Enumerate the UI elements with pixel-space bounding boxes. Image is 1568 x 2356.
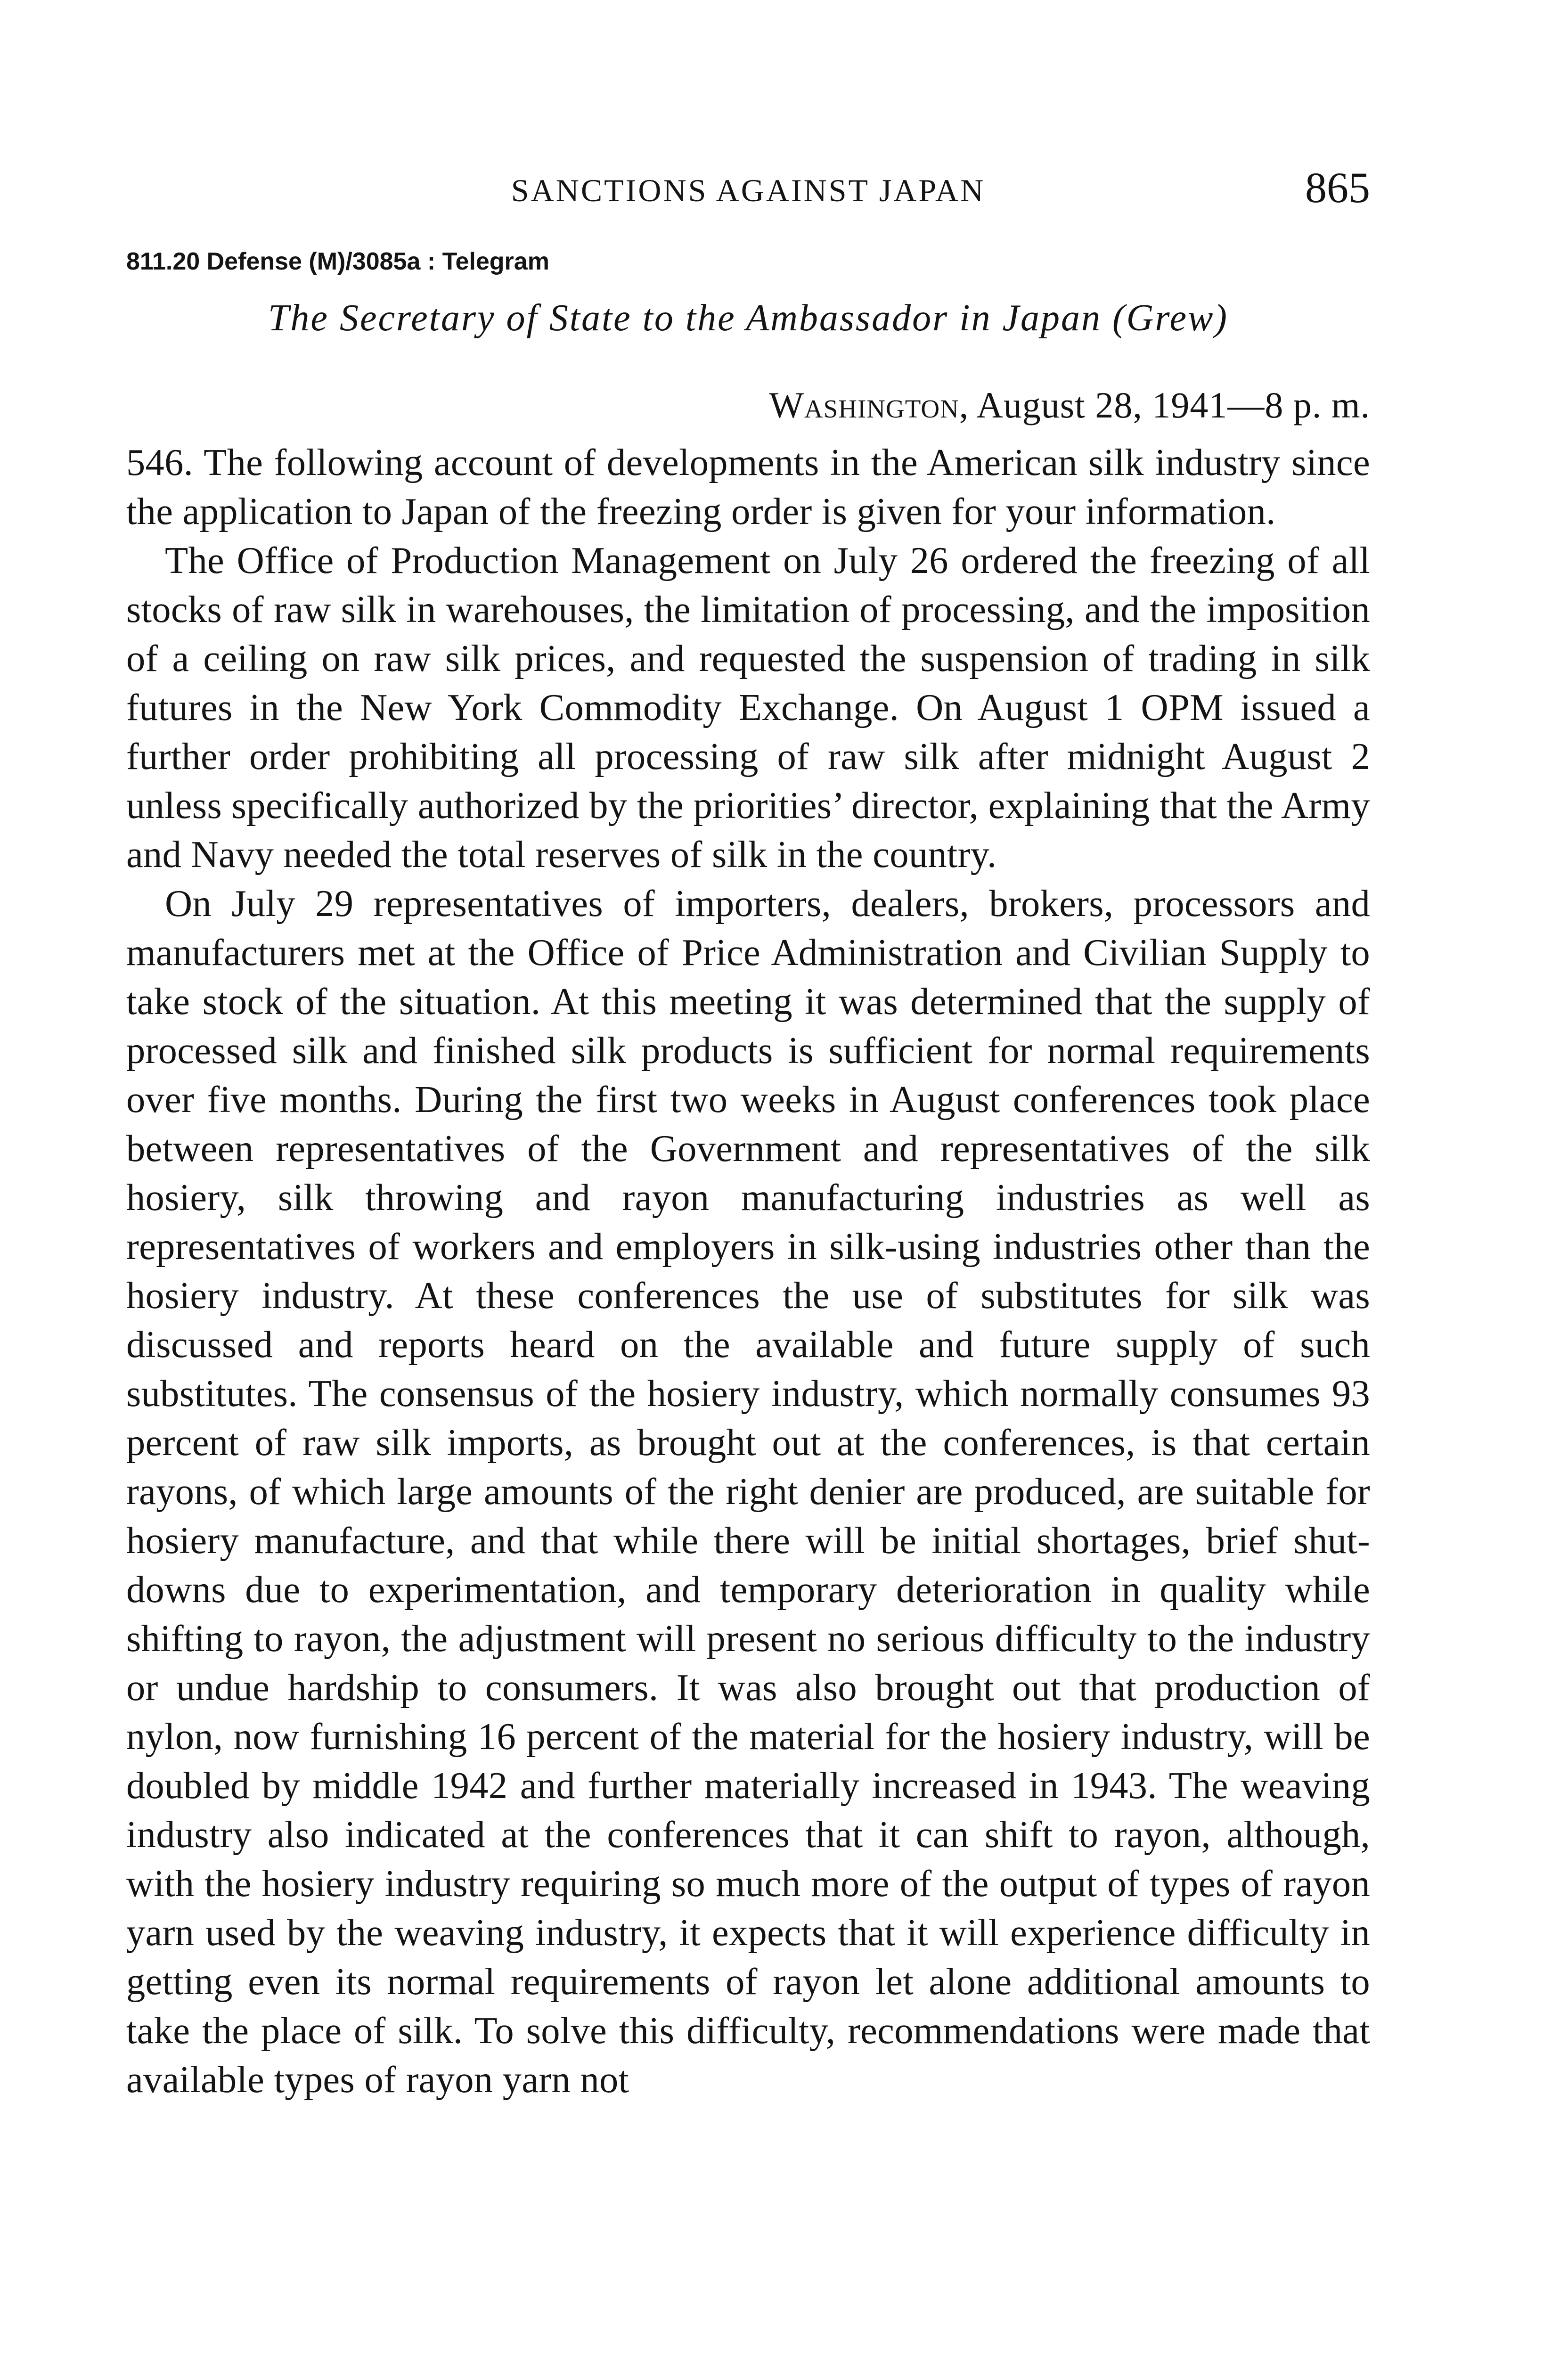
page-number: 865 [1305, 164, 1370, 212]
dateline-place: Washington, [769, 384, 969, 425]
dateline [769, 384, 1370, 426]
paragraph-2: The Office of Production Management on July 26 ordered the freezing of all stocks of raw silk in warehouses, the limitation of processing, and the imposition of a ceiling on raw silk prices, and requested the suspension of trading in silk futures in the New York Commodity Exchange. On August 1 OPM issued a further order prohibiting all processing of raw silk after midnight August 2 unless specifically authorized by the priorities’ director, explaining that the Army and Navy needed the total reserves of silk in the country. [126, 540, 1370, 875]
paragraph-1: 546. The following account of developments in the American silk industry since the application to Japan of the freezing order is given for your information. [126, 442, 1370, 532]
document-title: The Secretary of State to the Ambassador in Japan (Grew) [268, 297, 1229, 339]
running-title: SANCTIONS AGAINST JAPAN [511, 172, 986, 208]
file-reference: 811.20 Defense (M)/3085a : Telegram [126, 248, 549, 275]
document-page [126, 0, 1370, 2356]
paragraph-3: On July 29 representatives of importers, dealers, brokers, processors and manufacturers met at the Office of Price Administration and Civilian Supply to take stock of the situation. At this meeting it was determined that the supply of processed silk and finished silk products is sufficient for normal requirements over five months. During the first two weeks in August conferences took place between representatives of the Government and representatives of the silk hosiery, silk throwing and rayon manufacturing industries as well as representatives of workers and employers in silk-using industries other than the hosiery industry. At these conferences the use of substitutes for silk was discussed and reports heard on the available and future supply of such substitutes. The consensus of the hosiery industry, which normally consumes 93 percent of raw silk imports, as brought out at the conferences, is that certain rayons, of which large amounts of the right denier are produced, are suitable for hosiery manufacture, and that while there will be initial shortages, brief shut-downs due to experimentation, and temporary deterioration in quality while shifting to rayon, the adjustment will present no serious difficulty to the industry or undue hardship to consumers. It was also brought out that production of nylon, now furnishing 16 percent of the material for the hosiery industry, will be doubled by middle 1942 and further materially increased in 1943. The weaving industry also indicated at the conferences that it can shift to rayon, although, with the hosiery industry requiring so much more of the output of types of rayon yarn used by the weaving industry, it expects that it will experience difficulty in getting even its normal requirements of rayon let alone additional amounts to take the place of silk. To solve this difficulty, recommendations were made that available types of rayon yarn not [126, 883, 1370, 2101]
running-header [126, 163, 1370, 214]
dateline-date: August 28, 1941—8 p. m. [969, 384, 1370, 425]
body-text [126, 438, 1370, 2104]
